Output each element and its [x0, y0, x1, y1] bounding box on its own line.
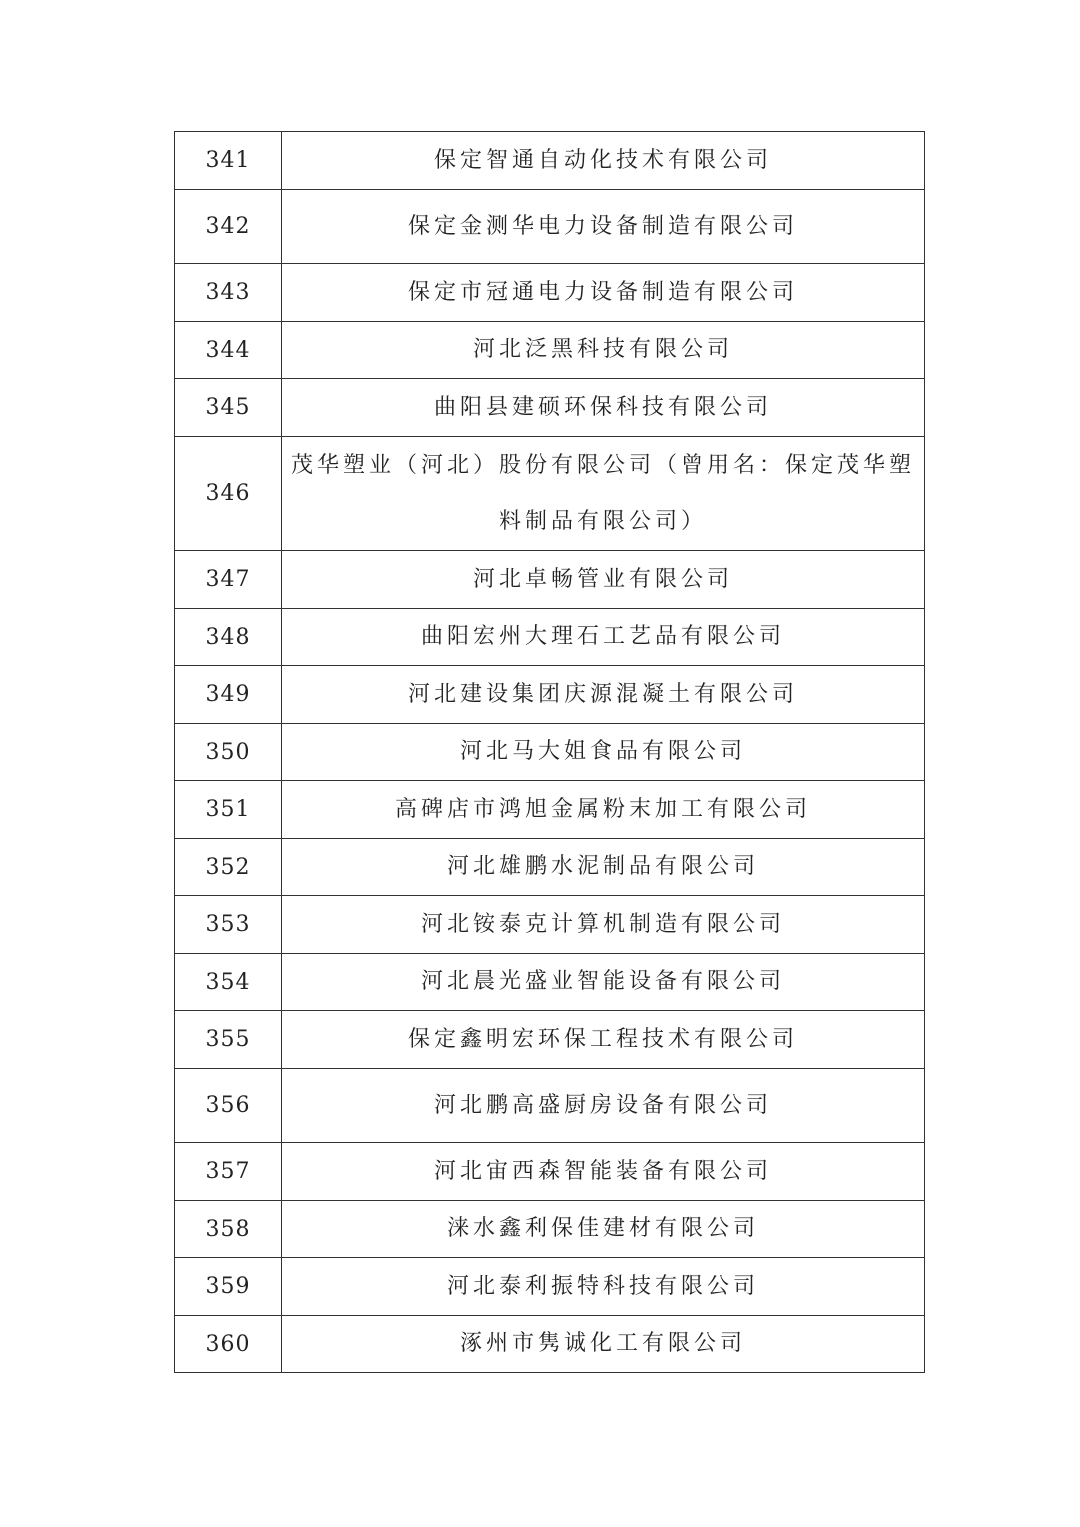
row-number: 349 [175, 666, 282, 724]
company-name: 保定市冠通电力设备制造有限公司 [282, 264, 925, 322]
company-name: 河北泛黑科技有限公司 [282, 322, 925, 379]
table-row [175, 1143, 925, 1201]
table-row [175, 264, 925, 322]
row-number: 356 [175, 1069, 282, 1143]
company-name: 河北建设集团庆源混凝土有限公司 [282, 666, 925, 724]
company-list-table [174, 131, 925, 1373]
row-number: 342 [175, 190, 282, 264]
table-row [175, 839, 925, 896]
row-number: 341 [175, 132, 282, 190]
row-number: 351 [175, 781, 282, 839]
company-name: 河北卓畅管业有限公司 [282, 551, 925, 609]
row-number: 344 [175, 322, 282, 379]
table-row [175, 954, 925, 1011]
company-name: 河北宙西森智能装备有限公司 [282, 1143, 925, 1201]
company-name: 茂华塑业（河北）股份有限公司（曾用名：保定茂华塑料制品有限公司） [282, 437, 925, 551]
row-number: 355 [175, 1011, 282, 1069]
row-number: 357 [175, 1143, 282, 1201]
row-number: 360 [175, 1316, 282, 1373]
table-row [175, 1069, 925, 1143]
row-number: 354 [175, 954, 282, 1011]
row-number: 345 [175, 379, 282, 437]
company-name: 保定智通自动化技术有限公司 [282, 132, 925, 190]
row-number: 348 [175, 609, 282, 666]
table-row [175, 896, 925, 954]
table-row [175, 190, 925, 264]
row-number: 353 [175, 896, 282, 954]
company-name: 曲阳宏州大理石工艺品有限公司 [282, 609, 925, 666]
company-name: 河北马大姐食品有限公司 [282, 724, 925, 781]
table-row [175, 666, 925, 724]
row-number: 359 [175, 1258, 282, 1316]
company-name: 河北鹏高盛厨房设备有限公司 [282, 1069, 925, 1143]
company-name: 河北雄鹏水泥制品有限公司 [282, 839, 925, 896]
company-name: 河北泰利振特科技有限公司 [282, 1258, 925, 1316]
company-name: 高碑店市鸿旭金属粉末加工有限公司 [282, 781, 925, 839]
table-row [175, 1201, 925, 1258]
row-number: 346 [175, 437, 282, 551]
company-name: 河北晨光盛业智能设备有限公司 [282, 954, 925, 1011]
row-number: 347 [175, 551, 282, 609]
table-row [175, 1316, 925, 1373]
company-name: 涞水鑫利保佳建材有限公司 [282, 1201, 925, 1258]
table-row [175, 379, 925, 437]
company-name: 河北铵泰克计算机制造有限公司 [282, 896, 925, 954]
table-row [175, 437, 925, 551]
company-name: 保定鑫明宏环保工程技术有限公司 [282, 1011, 925, 1069]
table-row [175, 132, 925, 190]
table-row [175, 724, 925, 781]
company-name: 保定金测华电力设备制造有限公司 [282, 190, 925, 264]
table-row [175, 1011, 925, 1069]
table-row [175, 322, 925, 379]
table-row [175, 1258, 925, 1316]
row-number: 350 [175, 724, 282, 781]
company-name: 涿州市隽诚化工有限公司 [282, 1316, 925, 1373]
row-number: 358 [175, 1201, 282, 1258]
row-number: 352 [175, 839, 282, 896]
company-name: 曲阳县建硕环保科技有限公司 [282, 379, 925, 437]
row-number: 343 [175, 264, 282, 322]
table-row [175, 609, 925, 666]
table-row [175, 781, 925, 839]
table-row [175, 551, 925, 609]
